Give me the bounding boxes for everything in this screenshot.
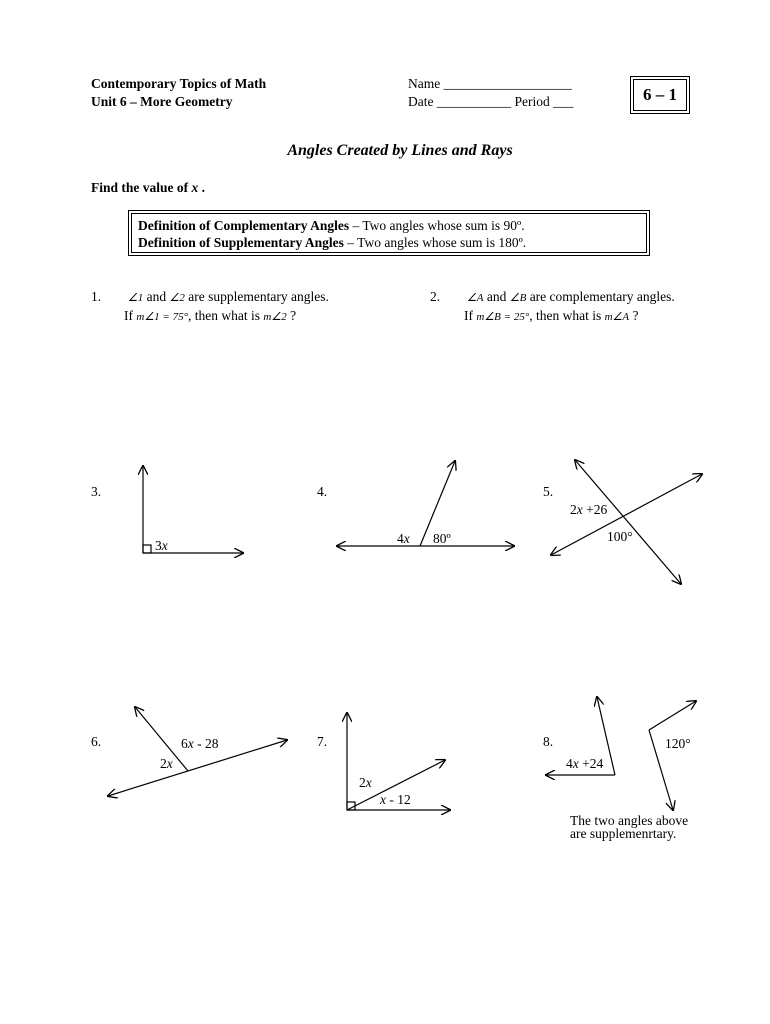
p8-number: 8. [543, 734, 554, 749]
p1-and: and [146, 289, 167, 304]
p2-angle-b: ∠B [509, 292, 527, 304]
definition-text: – Two angles whose sum is 90º. [349, 218, 525, 233]
instructions-text: Find the value of [91, 180, 192, 195]
p6-label-a: 6x - 28 [181, 736, 219, 751]
p4-number: 4. [317, 484, 328, 499]
p2-statement: are complementary angles. [529, 289, 675, 304]
p3-number: 3. [91, 484, 102, 499]
p8-angle-b-ray-up [649, 701, 696, 730]
p7-number: 7. [317, 734, 328, 749]
p3-label: 3x [155, 538, 168, 553]
definition-text: – Two angles whose sum is 180º. [343, 235, 527, 250]
p6-number: 6. [91, 734, 102, 749]
date-period-field[interactable]: Date ___________ Period ___ [408, 94, 574, 109]
p3-right-angle-mark [143, 545, 151, 553]
p1-angle-b: ∠2 [169, 292, 185, 304]
p4-label-a: 4x [397, 531, 410, 546]
definition-term: Definition of Complementary Angles [138, 218, 350, 233]
p5-number: 5. [543, 484, 554, 499]
p5-label-a: 2x +26 [570, 502, 608, 517]
p1-then: , then what is [188, 308, 261, 323]
p1-statement: are supplementary angles. [188, 289, 329, 304]
p1-if: If [124, 308, 133, 323]
p7-label-b: x - 12 [380, 792, 411, 807]
name-field[interactable]: Name ___________________ [408, 76, 572, 91]
p2-then: , then what is [529, 308, 602, 323]
p2-given: m∠B = 25° [476, 311, 530, 323]
p2-question-mark: ? [632, 308, 639, 323]
p8-note-line1: The two angles above [570, 813, 689, 828]
definition-term: Definition of Supplementary Angles [138, 235, 344, 250]
instructions-suffix: . [198, 180, 206, 195]
p2-ask: m∠A [604, 311, 630, 323]
instructions-variable: x [191, 180, 199, 195]
p6-label-b: 2x [160, 756, 173, 771]
unit-title: Unit 6 – More Geometry [91, 94, 233, 109]
p5-label-b: 100° [607, 529, 633, 544]
worksheet-title: Angles Created by Lines and Rays [287, 142, 513, 159]
p8-note-line2: are supplemenrtary. [570, 826, 677, 841]
section-number: 6 – 1 [633, 79, 687, 111]
p4-label-b: 80º [433, 531, 451, 546]
p1-ask: m∠2 [263, 311, 287, 323]
problem-2 [430, 288, 675, 326]
p2-angle-a: ∠A [466, 292, 484, 304]
p1-number: 1. [91, 289, 102, 304]
p1-angle-a: ∠1 [127, 292, 144, 304]
p2-if: If [464, 308, 473, 323]
p5-line-a [575, 460, 681, 584]
course-title: Contemporary Topics of Math [91, 76, 267, 91]
problem-1 [91, 288, 329, 326]
p2-number: 2. [430, 289, 441, 304]
p1-given: m∠1 = 75° [136, 311, 189, 323]
p8-label-b: 120° [665, 736, 691, 751]
p1-question-mark: ? [290, 308, 297, 323]
p2-and: and [486, 289, 507, 304]
p8-label-a: 4x +24 [566, 756, 604, 771]
p7-label-a: 2x [359, 775, 372, 790]
